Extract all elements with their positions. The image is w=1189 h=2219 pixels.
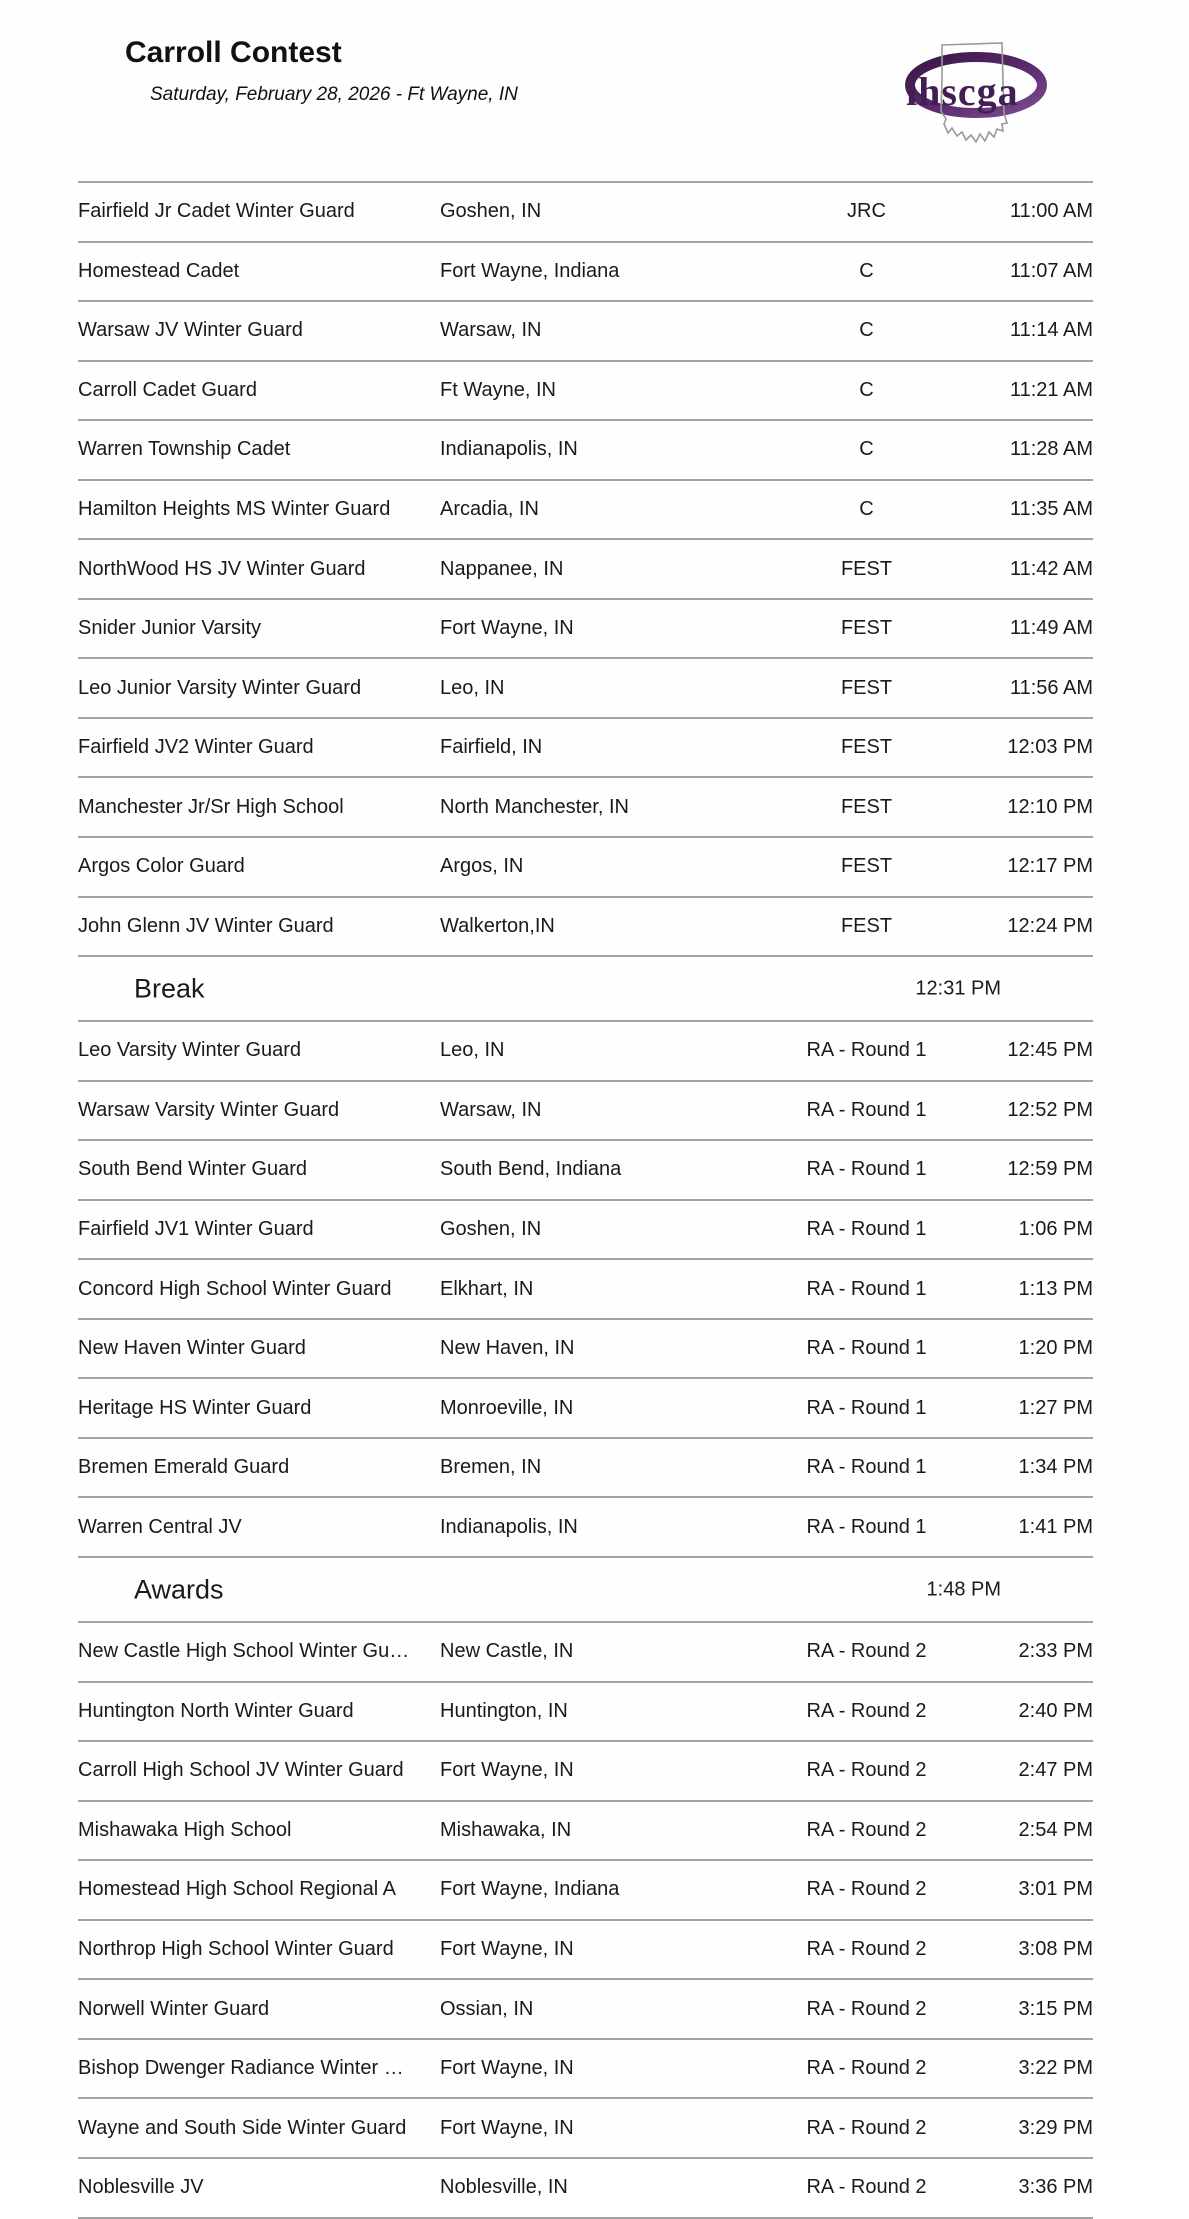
unit-city: Ossian, IN xyxy=(440,1997,534,2020)
unit-city: Bremen, IN xyxy=(440,1456,542,1479)
performance-time: 11:21 AM xyxy=(1009,378,1093,401)
schedule-row xyxy=(78,421,1093,481)
unit-division: RA - Round 1 xyxy=(806,1098,927,1121)
unit-city: Fort Wayne, Indiana xyxy=(440,1878,620,1901)
unit-division: FEST xyxy=(840,676,893,699)
schedule-row xyxy=(78,778,1093,838)
unit-name: Argos Color Guard xyxy=(78,855,245,878)
schedule-row xyxy=(78,1683,1093,1743)
performance-time: 12:59 PM xyxy=(1007,1158,1093,1181)
performance-time: 3:22 PM xyxy=(1018,2057,1093,2080)
unit-division: JRC xyxy=(847,200,886,223)
unit-name: Leo Varsity Winter Guard xyxy=(78,1039,302,1062)
unit-division: C xyxy=(859,438,874,461)
performance-time: 1:06 PM xyxy=(1018,1218,1093,1241)
unit-city: Fort Wayne, IN xyxy=(440,2057,574,2080)
unit-city: Walkerton,IN xyxy=(440,914,555,937)
unit-name: Fairfield Jr Cadet Winter Guard xyxy=(78,200,355,223)
performance-time: 12:45 PM xyxy=(1007,1039,1093,1062)
schedule-row xyxy=(78,1742,1093,1802)
unit-name: Warsaw JV Winter Guard xyxy=(78,319,303,342)
unit-city: Argos, IN xyxy=(440,855,524,878)
schedule-row xyxy=(78,1623,1093,1683)
unit-city: Mishawaka, IN xyxy=(440,1818,572,1841)
ihscga-logo xyxy=(902,38,1052,150)
unit-city: Arcadia, IN xyxy=(440,498,539,520)
unit-division: FEST xyxy=(840,914,893,937)
unit-division: FEST xyxy=(840,617,893,640)
unit-city: Goshen, IN xyxy=(440,1218,542,1241)
unit-name: Carroll High School JV Winter Guard xyxy=(78,1759,404,1782)
section-label: Awards xyxy=(134,1574,224,1605)
unit-name: John Glenn JV Winter Guard xyxy=(78,914,334,937)
unit-division: C xyxy=(859,498,874,520)
unit-name: Warren Township Cadet xyxy=(78,438,291,461)
unit-division: RA - Round 1 xyxy=(806,1277,927,1300)
unit-division: RA - Round 2 xyxy=(806,2057,927,2080)
performance-time: 12:03 PM xyxy=(1007,736,1093,759)
unit-name: Homestead Cadet xyxy=(78,259,240,282)
schedule-row xyxy=(78,540,1093,600)
unit-division: RA - Round 2 xyxy=(806,1878,927,1901)
unit-name: Homestead High School Regional A xyxy=(78,1878,396,1901)
unit-name: Warren Central JV xyxy=(78,1515,242,1538)
schedule-table xyxy=(78,181,1093,2219)
performance-time: 11:07 AM xyxy=(1009,259,1093,282)
schedule-row xyxy=(78,719,1093,779)
unit-division: RA - Round 1 xyxy=(806,1039,927,1062)
schedule-row xyxy=(78,1861,1093,1921)
unit-name: New Castle High School Winter Gu… xyxy=(78,1640,410,1663)
unit-division: FEST xyxy=(840,855,893,878)
unit-division: RA - Round 2 xyxy=(806,2176,927,2199)
unit-name: Bishop Dwenger Radiance Winter … xyxy=(78,2057,404,2080)
schedule-row xyxy=(78,1082,1093,1142)
unit-city: Goshen, IN xyxy=(440,200,542,223)
unit-city: South Bend, Indiana xyxy=(440,1158,622,1181)
unit-city: Indianapolis, IN xyxy=(440,1515,578,1538)
unit-name: Fairfield JV1 Winter Guard xyxy=(78,1218,314,1241)
unit-name: Manchester Jr/Sr High School xyxy=(78,795,344,818)
performance-time: 2:54 PM xyxy=(1018,1818,1093,1841)
schedule-row xyxy=(78,1260,1093,1320)
unit-name: Carroll Cadet Guard xyxy=(78,378,257,401)
performance-time: 3:15 PM xyxy=(1018,1997,1093,2020)
unit-city: Monroeville, IN xyxy=(440,1396,574,1419)
unit-city: Noblesville, IN xyxy=(440,2176,568,2199)
unit-name: Leo Junior Varsity Winter Guard xyxy=(78,676,362,699)
schedule-row xyxy=(78,659,1093,719)
unit-division: RA - Round 2 xyxy=(806,1818,927,1841)
performance-time: 11:35 AM xyxy=(1009,498,1093,520)
performance-time: 11:28 AM xyxy=(1009,438,1093,461)
unit-name: Warsaw Varsity Winter Guard xyxy=(78,1098,340,1121)
performance-time: 1:20 PM xyxy=(1018,1337,1093,1360)
unit-name: Hamilton Heights MS Winter Guard xyxy=(78,498,391,520)
performance-time: 2:40 PM xyxy=(1018,1699,1093,1722)
unit-division: C xyxy=(859,378,874,401)
performance-time: 12:17 PM xyxy=(1007,855,1093,878)
schedule-row xyxy=(78,362,1093,422)
section-label: Break xyxy=(134,973,205,1004)
section-time: 1:48 PM xyxy=(926,1578,1001,1601)
performance-time: 2:33 PM xyxy=(1018,1640,1093,1663)
unit-city: Huntington, IN xyxy=(440,1699,568,1722)
performance-time: 11:56 AM xyxy=(1009,676,1093,699)
unit-city: Warsaw, IN xyxy=(440,1098,542,1121)
unit-division: FEST xyxy=(840,557,893,580)
performance-time: 12:52 PM xyxy=(1007,1098,1093,1121)
unit-name: NorthWood HS JV Winter Guard xyxy=(78,557,366,580)
schedule-row xyxy=(78,600,1093,660)
performance-time: 3:36 PM xyxy=(1018,2176,1093,2199)
schedule-row xyxy=(78,1802,1093,1862)
schedule-row xyxy=(78,1141,1093,1201)
unit-name: Mishawaka High School xyxy=(78,1818,292,1841)
schedule-row xyxy=(78,2159,1093,2219)
unit-name: Noblesville JV xyxy=(78,2176,204,2199)
unit-city: Fairfield, IN xyxy=(440,736,543,759)
unit-division: RA - Round 2 xyxy=(806,1759,927,1782)
schedule-row xyxy=(78,1320,1093,1380)
unit-division: C xyxy=(859,319,874,342)
unit-name: Wayne and South Side Winter Guard xyxy=(78,2116,407,2139)
unit-city: Nappanee, IN xyxy=(440,557,564,580)
performance-time: 1:41 PM xyxy=(1018,1515,1093,1538)
unit-city: Fort Wayne, IN xyxy=(440,617,574,640)
performance-time: 11:42 AM xyxy=(1009,557,1093,580)
unit-city: Ft Wayne, IN xyxy=(440,378,556,401)
unit-division: RA - Round 2 xyxy=(806,2116,927,2139)
unit-name: South Bend Winter Guard xyxy=(78,1158,308,1181)
unit-name: Heritage HS Winter Guard xyxy=(78,1396,312,1419)
unit-city: Fort Wayne, IN xyxy=(440,1938,574,1961)
unit-name: Concord High School Winter Guard xyxy=(78,1277,392,1300)
schedule-row xyxy=(78,898,1093,958)
performance-time: 1:27 PM xyxy=(1018,1396,1093,1419)
unit-city: Leo, IN xyxy=(440,1039,505,1062)
schedule-row xyxy=(78,2040,1093,2100)
schedule-row xyxy=(78,1022,1093,1082)
unit-division: RA - Round 2 xyxy=(806,1640,927,1663)
unit-division: RA - Round 2 xyxy=(806,1997,927,2020)
schedule-row xyxy=(78,1498,1093,1558)
unit-division: FEST xyxy=(840,795,893,818)
unit-division: RA - Round 1 xyxy=(806,1158,927,1181)
unit-city: Indianapolis, IN xyxy=(440,438,578,461)
performance-time: 12:24 PM xyxy=(1007,914,1093,937)
unit-city: Elkhart, IN xyxy=(440,1277,534,1300)
page-subtitle: Saturday, February 28, 2026 - Ft Wayne, IN xyxy=(150,84,518,105)
unit-name: Bremen Emerald Guard xyxy=(78,1456,290,1479)
unit-name: Norwell Winter Guard xyxy=(78,1997,270,2020)
section-row xyxy=(78,957,1093,1022)
section-time: 12:31 PM xyxy=(915,977,1001,1000)
schedule-row xyxy=(78,1980,1093,2040)
schedule-row xyxy=(78,243,1093,303)
schedule-row xyxy=(78,1439,1093,1499)
schedule-row xyxy=(78,1921,1093,1981)
unit-name: New Haven Winter Guard xyxy=(78,1337,306,1360)
unit-division: RA - Round 1 xyxy=(806,1456,927,1479)
unit-name: Fairfield JV2 Winter Guard xyxy=(78,736,314,759)
unit-division: RA - Round 2 xyxy=(806,1938,927,1961)
unit-city: New Haven, IN xyxy=(440,1337,575,1360)
unit-division: C xyxy=(859,259,874,282)
schedule-row xyxy=(78,302,1093,362)
unit-division: RA - Round 1 xyxy=(806,1218,927,1241)
unit-city: Fort Wayne, IN xyxy=(440,1759,574,1782)
unit-city: Fort Wayne, Indiana xyxy=(440,259,620,282)
unit-division: FEST xyxy=(840,736,893,759)
unit-division: RA - Round 1 xyxy=(806,1396,927,1419)
performance-time: 11:49 AM xyxy=(1009,617,1093,640)
performance-time: 11:00 AM xyxy=(1009,200,1093,223)
unit-city: Leo, IN xyxy=(440,676,505,699)
performance-time: 3:29 PM xyxy=(1018,2116,1093,2139)
unit-division: RA - Round 2 xyxy=(806,1699,927,1722)
schedule-row xyxy=(78,1201,1093,1261)
section-row xyxy=(78,1558,1093,1623)
unit-city: New Castle, IN xyxy=(440,1640,574,1663)
unit-division: RA - Round 1 xyxy=(806,1515,927,1538)
schedule-row xyxy=(78,183,1093,243)
performance-time: 3:01 PM xyxy=(1018,1878,1093,1901)
schedule-row xyxy=(78,1379,1093,1439)
schedule-row xyxy=(78,838,1093,898)
performance-time: 1:34 PM xyxy=(1018,1456,1093,1479)
logo-text: ihscga xyxy=(906,69,1019,114)
performance-time: 2:47 PM xyxy=(1018,1759,1093,1782)
performance-time: 1:13 PM xyxy=(1018,1277,1093,1300)
unit-city: Warsaw, IN xyxy=(440,319,542,342)
unit-name: Northrop High School Winter Guard xyxy=(78,1938,394,1961)
performance-time: 12:10 PM xyxy=(1007,795,1093,818)
unit-name: Huntington North Winter Guard xyxy=(78,1699,354,1722)
unit-city: North Manchester, IN xyxy=(440,795,629,818)
unit-city: Fort Wayne, IN xyxy=(440,2116,574,2139)
performance-time: 11:14 AM xyxy=(1009,319,1093,342)
page-title: Carroll Contest xyxy=(125,36,342,69)
unit-name: Snider Junior Varsity xyxy=(78,617,262,640)
schedule-row xyxy=(78,2099,1093,2159)
unit-division: RA - Round 1 xyxy=(806,1337,927,1360)
performance-time: 3:08 PM xyxy=(1018,1938,1093,1961)
schedule-row xyxy=(78,481,1093,541)
